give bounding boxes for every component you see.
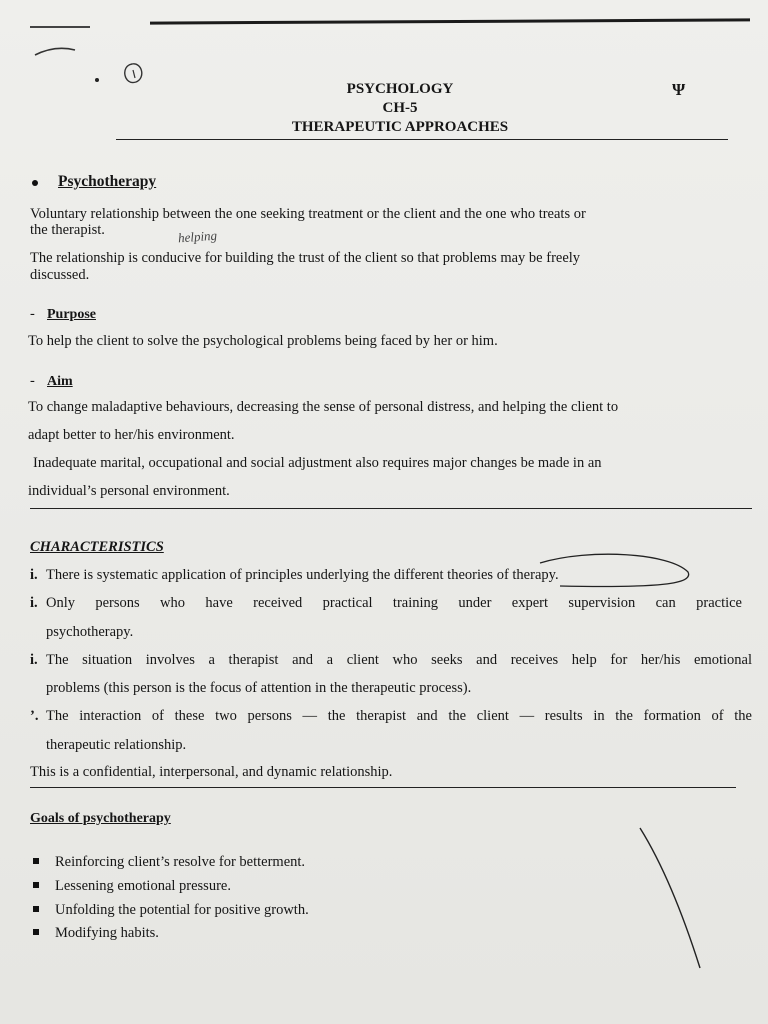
characteristic-marker: i.	[30, 567, 38, 583]
goal-item: Lessening emotional pressure.	[55, 878, 231, 894]
goals-heading: Goals of psychotherapy	[30, 811, 171, 826]
goal-item: Reinforcing client’s resolve for betterment.	[55, 854, 306, 870]
goal-bullet	[33, 858, 39, 864]
psychotherapy-line-1: Voluntary relationship between the one seeking treatment or the client and the one who treats or	[30, 206, 586, 222]
characteristic-3-line-2: problems (this person is the focus of attention in the therapeutic process).	[46, 680, 472, 696]
psychotherapy-line-4: discussed.	[30, 267, 90, 283]
purpose-dash: -	[30, 306, 35, 322]
characteristic-1-line-1: There is systematic application of principles underlying the different theories of therapy.	[46, 567, 559, 583]
section-bullet	[32, 180, 38, 186]
goal-item: Modifying habits.	[55, 925, 159, 941]
subject-title: PSYCHOLOGY	[346, 81, 454, 97]
goal-item: Unfolding the potential for positive growth.	[55, 902, 309, 918]
characteristic-4-line-1: The interaction of these two persons — the therapist and the client — results in the formation of the	[46, 708, 752, 724]
aim-heading: Aim	[47, 374, 73, 389]
purpose-text: To help the client to solve the psychological problems being faced by her or him.	[28, 333, 498, 349]
chapter-number: CH-5	[382, 100, 418, 116]
psi-symbol: Ψ	[672, 80, 686, 99]
characteristic-4-line-2: therapeutic relationship.	[46, 737, 187, 753]
psychotherapy-heading: Psychotherapy	[58, 173, 157, 190]
characteristic-marker: ’.	[30, 708, 39, 724]
characteristic-3-line-1: The situation involves a therapist and a client who seeks and receives help for her/his emotional	[46, 652, 752, 668]
aim-line-4: individual’s personal environment.	[28, 483, 230, 499]
chapter-title: THERAPEUTIC APPROACHES	[291, 119, 509, 135]
characteristic-marker: i.	[30, 595, 38, 611]
goal-bullet	[33, 929, 39, 935]
purpose-heading: Purpose	[47, 307, 96, 322]
aim-dash: -	[30, 373, 35, 389]
characteristic-2-line-1: Only persons who have received practical training under expert supervision can practice	[46, 595, 742, 611]
aim-line-3: Inadequate marital, occupational and social adjustment also requires major changes be made in an	[33, 455, 602, 471]
psychotherapy-line-3: The relationship is conducive for building the trust of the client so that problems may be freely	[30, 250, 581, 266]
characteristics-summary: This is a confidential, interpersonal, and dynamic relationship.	[30, 764, 393, 780]
characteristics-divider	[30, 787, 736, 788]
aim-line-2: adapt better to her/his environment.	[28, 427, 235, 443]
header-divider	[116, 139, 728, 140]
aim-divider	[30, 508, 752, 509]
handwritten-note: helping	[177, 227, 218, 246]
document-header	[250, 80, 550, 137]
characteristic-marker: i.	[30, 652, 38, 668]
goal-bullet	[33, 882, 39, 888]
goal-bullet	[33, 906, 39, 912]
characteristics-heading: CHARACTERISTICS	[30, 539, 164, 555]
psychotherapy-line-2: the therapist.	[30, 222, 105, 238]
aim-line-1: To change maladaptive behaviours, decreasing the sense of personal distress, and helping the client to	[28, 399, 619, 415]
characteristic-2-line-2: psychotherapy.	[46, 624, 134, 640]
